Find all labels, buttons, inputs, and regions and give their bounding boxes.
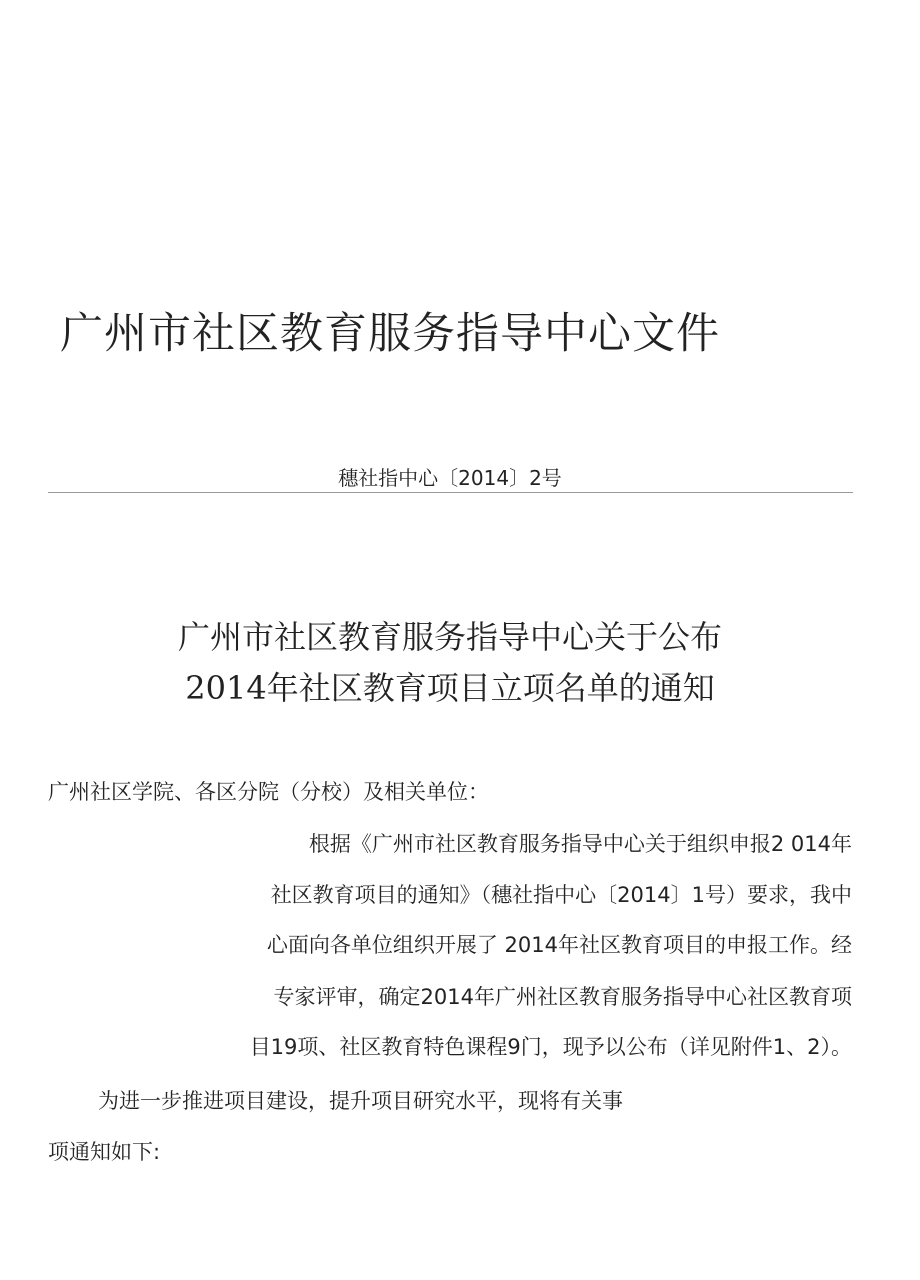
- salutation: 广州社区学院、各区分院（分校）及相关单位：: [48, 780, 489, 804]
- paragraph-1-line-5: 目19项、社区教育特色课程9门，现予以公布（详见附件1、2）。: [249, 1035, 852, 1059]
- paragraph-1-line-1: 根据《广州市社区教育服务指导中心关于组织申报2 014年: [308, 832, 852, 856]
- paragraph-2-line-1: 为进一步推进项目建设，提升项目研究水平，现将有关事: [98, 1089, 623, 1113]
- paragraph-1-line-3: 心面向各单位组织开展了 2014年社区教育项目的申报工作。经: [266, 933, 852, 957]
- paragraph-1-line-4: 专家评审，确定2014年广州社区教育服务指导中心社区教育项: [273, 985, 852, 1009]
- header-divider: [48, 492, 853, 493]
- agency-header-title: 广州市社区教育服务指导中心文件: [60, 309, 720, 359]
- notice-title-line-2: 2014年社区教育项目立项名单的通知: [185, 669, 715, 707]
- paragraph-1-line-2: 社区教育项目的通知》（穗社指中心〔2014〕1号）要求，我中: [270, 883, 852, 907]
- notice-title-line-1: 广州市社区教育服务指导中心关于公布: [177, 618, 722, 656]
- document-number: 穗社指中心〔2014〕2号: [338, 466, 562, 490]
- paragraph-2-line-2: 项通知如下:: [48, 1140, 161, 1164]
